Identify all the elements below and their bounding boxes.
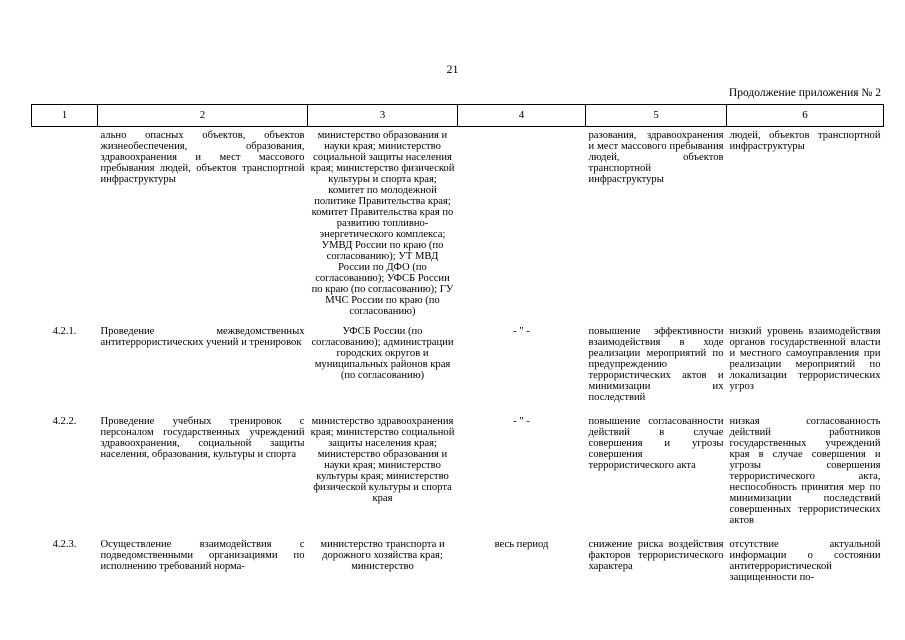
- period-text: весь период: [494, 539, 549, 550]
- expected-result-text: снижение риска воздействия факторов террористического характера: [588, 539, 724, 572]
- expected-result-text: разования, здравоохранения и мест массового пребывания людей, объектов транспортной инфраструктуры: [588, 130, 724, 185]
- executors-text: УФСБ России (по согласованию); администрации городских округов и муниципальных районов края (по согласованию): [311, 326, 454, 381]
- risk-text: низкая согласованность действий работников государственных учреждений края в случае совершения и угрозы совершения террористического акта, неспособность принятия мер по минимизации последствий совершенных террористических актов: [729, 416, 881, 526]
- column-header: 6: [727, 105, 884, 127]
- item-number: 4.2.1.: [52, 326, 77, 337]
- table-row: [32, 127, 884, 318]
- column-header: 2: [98, 105, 308, 127]
- page-number: 21: [446, 62, 459, 76]
- executors-text: министерство образования и науки края; министерство социальной защиты населения края; министерство физической культуры и спорта края; комитет по молодежной политике Правительства края; комитет Правительства края по развитию топливно-энергетического комплекса; УМВД России по краю (по согласованию); УТ МВД России по ДФО (по согласованию); УФСБ России по краю (по согласованию); ГУ МЧС России по краю (по согласованию): [310, 130, 455, 317]
- table-row: [32, 526, 884, 583]
- period-text: - " -: [513, 326, 530, 337]
- measures-table: [31, 104, 884, 583]
- risk-text: низкий уровень взаимодействия органов государственной власти и местного самоуправления при реализации мероприятий по локализации террористических угроз: [729, 326, 881, 392]
- column-header: 3: [308, 105, 458, 127]
- item-number: 4.2.2.: [52, 416, 77, 427]
- appendix-continuation-note: Продолжение приложения № 2: [728, 87, 881, 99]
- executors-text: министерство здравоохранения края; министерство социальной защиты населения края; министерство образования и науки края; министерство культуры края; министерство физической культуры и спорта края: [310, 416, 455, 504]
- table-row: [32, 403, 884, 526]
- column-header: 5: [586, 105, 727, 127]
- column-header: 4: [458, 105, 586, 127]
- risk-text: людей, объектов транспортной инфраструктуры: [729, 130, 881, 152]
- period-text: - " -: [513, 416, 530, 427]
- expected-result-text: повышение согласованности действий в случае совершения и угрозы совершения террористического акта: [588, 416, 724, 471]
- action-text: ально опасных объектов, объектов жизнеобеспечения, образования, здравоохранения и мест массового пребывания людей, объектов транспортной инфраструктуры: [100, 130, 305, 185]
- action-text: Проведение межведомственных антитеррористических учений и тренировок: [100, 326, 305, 348]
- action-text: Осуществление взаимодействия с подведомственными организациями по исполнению требований норма-: [100, 539, 305, 572]
- expected-result-text: повышение эффективности взаимодействия в ходе реализации мероприятий по предупреждению террористических актов и минимизации их последствий: [588, 326, 724, 403]
- column-header: 1: [32, 105, 98, 127]
- risk-text: отсутствие актуальной информации о состоянии антитеррористической защищенности по-: [729, 539, 881, 583]
- table-header-row: [32, 105, 884, 127]
- item-number: [32, 127, 98, 318]
- executors-text: министерство транспорта и дорожного хозяйства края; министерство: [320, 539, 445, 572]
- item-number: 4.2.3.: [52, 539, 77, 550]
- period-text: [458, 127, 586, 318]
- table-row: [32, 317, 884, 403]
- action-text: Проведение учебных тренировок с персоналом государственных учреждений здравоохранения, социальной защиты населения, образования, культуры и спорта: [100, 416, 305, 460]
